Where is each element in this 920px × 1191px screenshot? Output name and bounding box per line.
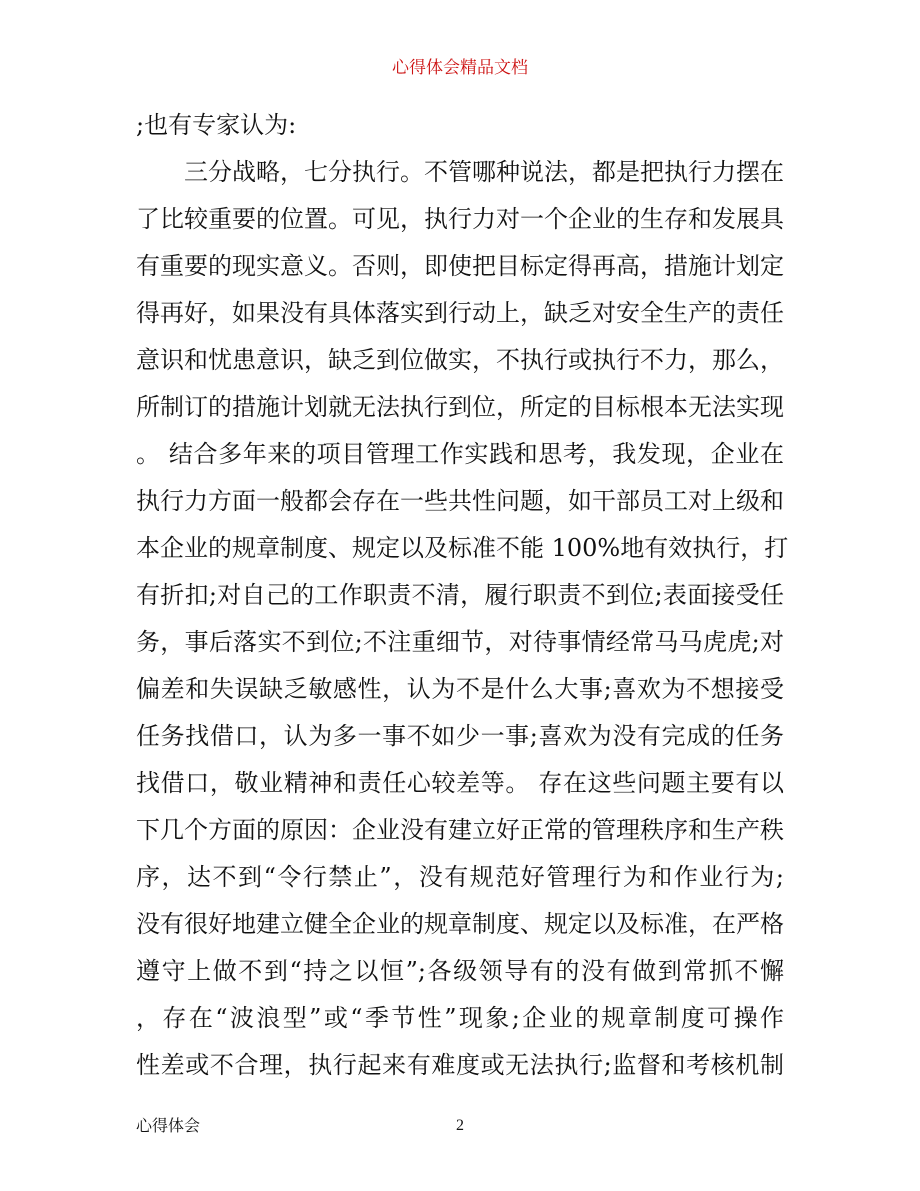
text-line: 任务找借口，认为多一事不如少一事;喜欢为没有完成的任务 [136, 722, 784, 750]
text-line: 遵守上做不到“持之以恒”;各级领导有的没有做到常抓不懈 [136, 957, 784, 985]
text-line: 下几个方面的原因：企业没有建立好正常的管理秩序和生产秩 [136, 816, 784, 844]
text-line: 。 结合多年来的项目管理工作实践和思考，我发现，企业在 [136, 440, 784, 468]
text-line: ;也有专家认为: [136, 111, 297, 139]
text-line: 有折扣;对自己的工作职责不清，履行职责不到位;表面接受任 [136, 581, 784, 609]
document-header-title: 心得体会精品文档 [392, 58, 528, 78]
text-line: 得再好，如果没有具体落实到行动上，缺乏对安全生产的责任 [136, 299, 784, 327]
text-line: 所制订的措施计划就无法执行到位，所定的目标根本无法实现 [136, 393, 784, 421]
text-line: 性差或不合理，执行起来有难度或无法执行;监督和考核机制 [136, 1051, 784, 1079]
text-line: 偏差和失误缺乏敏感性，认为不是什么大事;喜欢为不想接受 [136, 675, 784, 703]
text-line: 执行力方面一般都会存在一些共性问题，如干部员工对上级和 [136, 487, 784, 515]
text-line: 务，事后落实不到位;不注重细节，对待事情经常马马虎虎;对 [136, 628, 784, 656]
text-line: 没有很好地建立健全企业的规章制度、规定以及标准，在严格 [136, 910, 784, 938]
text-line: 序，达不到“令行禁止”，没有规范好管理行为和作业行为; [136, 863, 784, 891]
text-line: 三分战略，七分执行。不管哪种说法，都是把执行力摆在 [184, 158, 784, 186]
page-number: 2 [456, 1117, 464, 1134]
text-line: ，存在“波浪型”或“季节性”现象;企业的规章制度可操作 [136, 1004, 784, 1032]
text-line: 了比较重要的位置。可见，执行力对一个企业的生存和发展具 [136, 205, 784, 233]
text-line: 意识和忧患意识，缺乏到位做实，不执行或执行不力，那么， [136, 346, 784, 374]
text-line: 找借口，敬业精神和责任心较差等。 存在这些问题主要有以 [136, 769, 784, 797]
footer-label: 心得体会 [136, 1116, 201, 1135]
text-line: 本企业的规章制度、规定以及标准不能 100%地有效执行，打 [136, 534, 789, 562]
text-line: 有重要的现实意义。否则，即使把目标定得再高，措施计划定 [136, 252, 784, 280]
